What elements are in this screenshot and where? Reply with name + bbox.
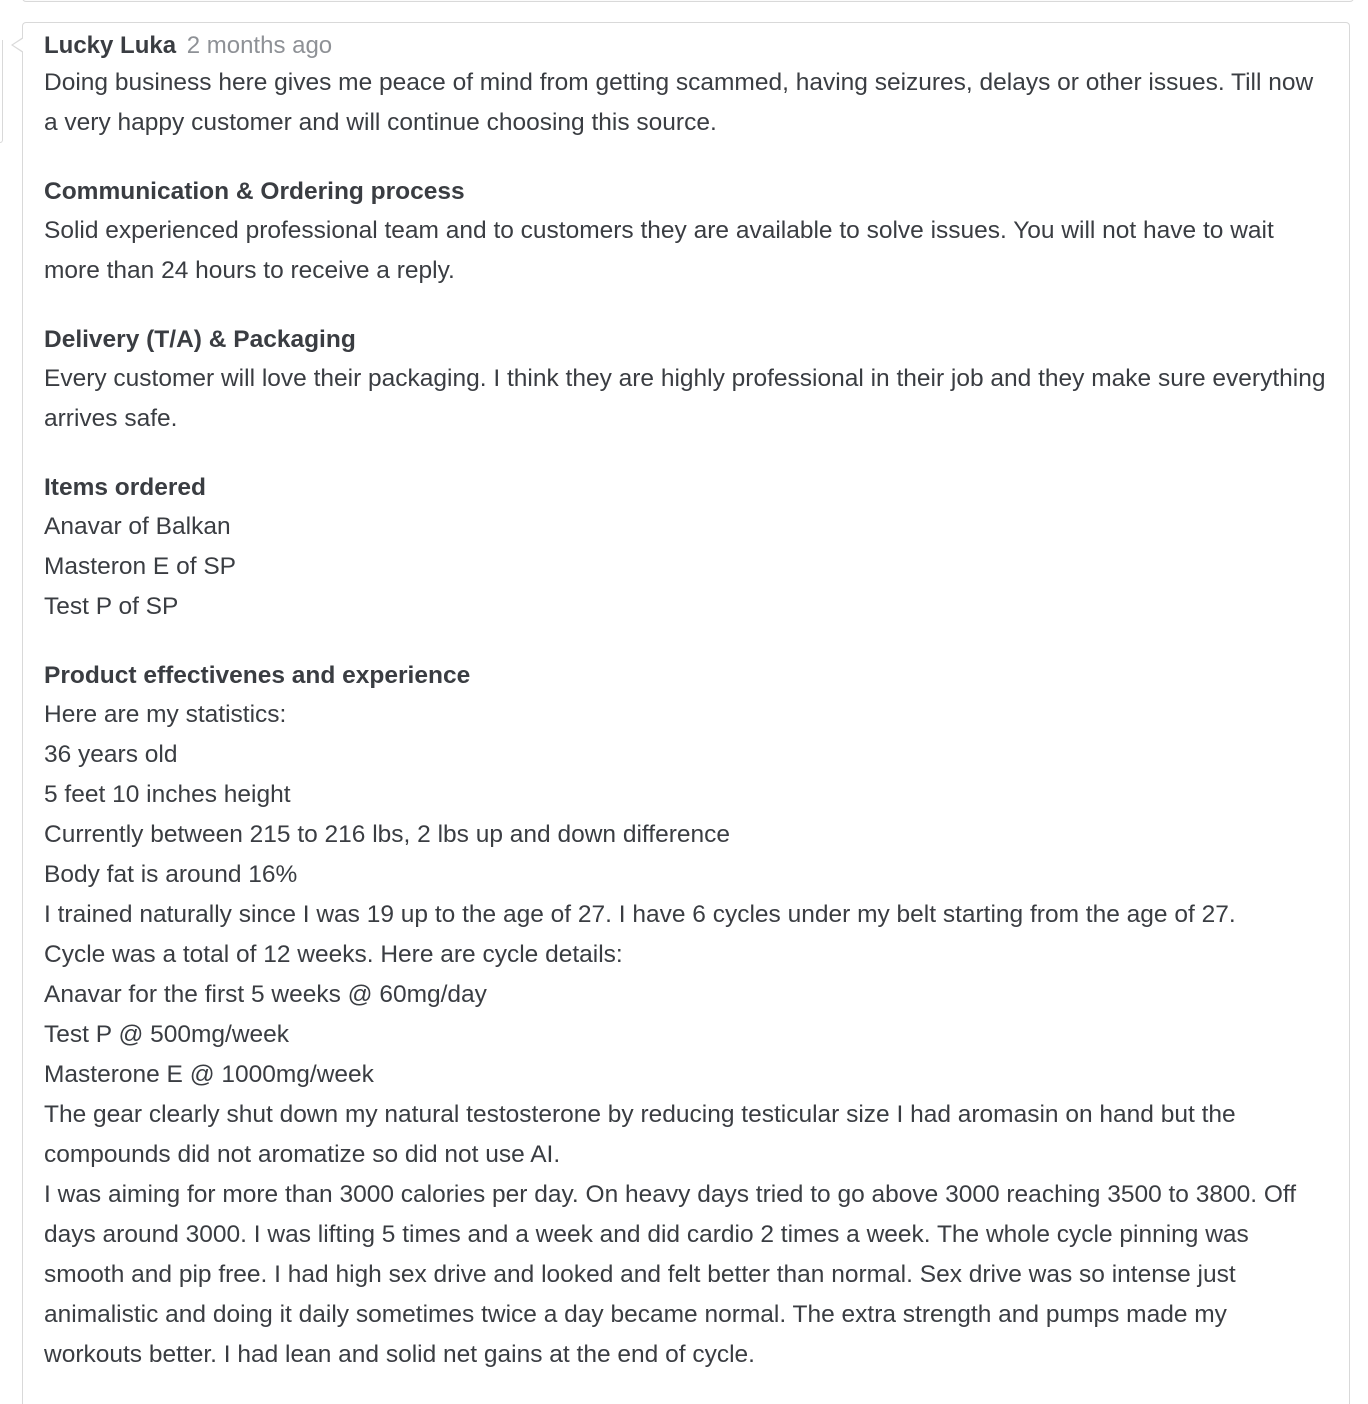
section-line: Test P @ 500mg/week <box>44 1021 290 1048</box>
section-experience <box>44 657 1329 1375</box>
section-communication <box>44 173 1329 291</box>
section-heading: Communication & Ordering process <box>44 178 465 205</box>
comment-meta <box>44 29 1329 63</box>
section-heading: Product effectivenes and experience <box>44 662 471 689</box>
section-line: 36 years old <box>44 741 178 768</box>
previous-avatar-edge <box>0 40 3 143</box>
section-line: Anavar for the first 5 weeks @ 60mg/day <box>44 981 487 1008</box>
comment-timestamp[interactable]: 2 months ago <box>186 32 333 59</box>
section-line: Masteron E of SP <box>44 553 237 580</box>
section-line: Here are my statistics: <box>44 701 287 728</box>
section-line: Anavar of Balkan <box>44 513 231 540</box>
section-delivery <box>44 321 1329 439</box>
section-line: Currently between 215 to 216 lbs, 2 lbs up and down difference <box>44 821 730 848</box>
section-line: Test P of SP <box>44 593 179 620</box>
section-line: I was aiming for more than 3000 calories per day. On heavy days tried to go above 3000 reaching 3500 to 3800. Off days around 3000. I was lifting 5 times and a week and did cardio 2 times a week. The whole cycle pinning was smooth and pip free. I had high sex drive and looked and felt better than normal. Sex drive was so intense just animalistic and doing it daily sometimes twice a day became normal. The extra strength and pumps made my workouts better. I had lean and solid net gains at the end of cycle. <box>44 1181 1297 1368</box>
section-items-ordered <box>44 469 1329 627</box>
previous-comment-box <box>22 0 1354 2</box>
section-line: Cycle was a total of 12 weeks. Here are cycle details: <box>44 941 623 968</box>
section-line: I trained naturally since I was 19 up to the age of 27. I have 6 cycles under my belt starting from the age of 27. <box>44 901 1236 928</box>
section-heading: Delivery (T/A) & Packaging <box>44 326 356 353</box>
section-line: Solid experienced professional team and to customers they are available to solve issues. You will not have to wait more than 24 hours to receive a reply. <box>44 217 1274 284</box>
section-line: Every customer will love their packaging. I think they are highly professional in their job and they make sure everything arrives safe. <box>44 365 1326 432</box>
section-line: Masterone E @ 1000mg/week <box>44 1061 374 1088</box>
section-line: The gear clearly shut down my natural testosterone by reducing testicular size I had aromasin on hand but the compounds did not aromatize so did not use AI. <box>44 1101 1236 1168</box>
section-line: 5 feet 10 inches height <box>44 781 291 808</box>
comment-card <box>22 22 1350 1404</box>
comment-intro: Doing business here gives me peace of mind from getting scammed, having seizures, delays or other issues. Till now a very happy customer and will continue choosing this source. <box>44 69 1314 136</box>
section-line: Body fat is around 16% <box>44 861 298 888</box>
section-heading: Items ordered <box>44 474 207 501</box>
comment-pointer-arrow <box>11 37 23 53</box>
comment-author[interactable]: Lucky Luka <box>44 32 177 59</box>
